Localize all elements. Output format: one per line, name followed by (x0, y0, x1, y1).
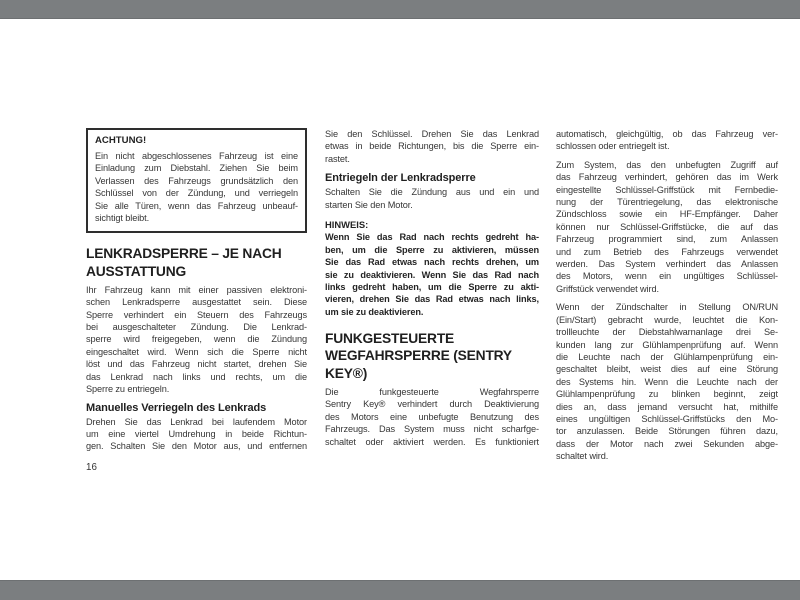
paragraph-lenkradsperre: Ihr Fahrzeug kann mit einer passiven elektroni- schen Lenkradsperre ausgestattet sein. Diese Sperre verhindert ein Steuern des Fahrzeugs bei ausgeschalteter Zündung. Die Lenkrad- sperre wird freigegeben, wenn die Zündung eingeschaltet wird. Wenn sich die Sperre nicht löst und das Fahrzeug nicht startet, drehen Sie das Lenkrad nach links und rechts, um die Sperre zu entriegeln. (86, 284, 307, 395)
top-margin-band (0, 0, 800, 19)
page-number: 16 (86, 461, 97, 473)
bottom-margin-band (0, 580, 800, 600)
paragraph-wegfahrsperre: Die funkgesteuerte Wegfahrsperre Sentry Key® verhindert durch Deaktivierung des Motors eine unbefugte Benutzung des Fahrzeugs. Das System muss nicht scharfge- schaltet oder aktiviert werden. Es funktioniert (325, 386, 539, 447)
warning-box (86, 128, 307, 233)
note-body: Wenn Sie das Rad nach rechts gedreht ha- ben, um die Sperre zu aktivieren, müssen Sie das Rad etwas nach rechts drehen, um sie zu deaktivieren. Wenn Sie das Rad nach links gedreht haben, um die Sperre zu akti- vieren, drehen Sie das Rad etwas nach links, um sie zu deaktivieren. (325, 232, 539, 317)
warning-body: Ein nicht abgeschlossenes Fahrzeug ist eine Einladung zum Diebstahl. Ziehen Sie beim Verlassen des Fahrzeugs grundsätzlich den Schlüssel von der Zündung, und verriegeln Sie alle Türen, wenn das Fahrzeug unbeauf- sichtigt bleibt. (95, 151, 298, 224)
paragraph-manuelles-verriegeln: Drehen Sie das Lenkrad bei laufendem Motor um eine viertel Umdrehung in beide Richtun- gen. Schalten Sie den Motor aus, und entfernen (86, 416, 307, 452)
paragraph-system: Zum System, das den unbefugten Zugriff auf das Fahrzeug verhindert, gehören das im Werk eingestellte Schlüssel-Griffstück mit Fernbedie- nung der Türentriegelung, das elektronische Zündschloss sowie ein HF-Empfänger. Daher können nur Schlüssel-Griffstücke, die auf das Fahrzeug programmiert sind, zum Anlassen und zum Betrieb des Fahrzeugs verwendet werden. Das System verhindert das Anlassen des Motors, wenn ein ungültiges Schlüssel- Griffstück verwendet wird. (556, 159, 778, 294)
note-label: HINWEIS: (325, 219, 369, 231)
paragraph-entriegeln: Schalten Sie die Zündung aus und ein und starten Sie den Motor. (325, 187, 539, 210)
section-heading-lenkradsperre: LENKRADSPERRE – JE NACH AUSSTATTUNG (86, 246, 282, 279)
section-heading-wegfahrsperre: FUNKGESTEUERTE WEGFAHRSPERRE (SENTRY KEY®) (325, 331, 512, 381)
paragraph-continuation-2: automatisch, gleichgültig, ob das Fahrzeug ver- schlossen oder entriegelt ist. (556, 129, 778, 152)
column-3 (556, 128, 778, 463)
paragraph-continuation: Sie den Schlüssel. Drehen Sie das Lenkrad etwas in beide Richtungen, bis die Sperre ein- rastet. (325, 129, 539, 164)
warning-title: ACHTUNG! (95, 135, 147, 146)
paragraph-zuendschalter: Wenn der Zündschalter in Stellung ON/RUN (Ein/Start) gebracht wurde, leuchtet die Kon- trollleuchte der Diebstahlwarnanlage drei Se- kunden lang zur Glühlampenprüfung auf. Wenn die Leuchte nach der Glühlampenprüfung ein- geschaltet bleibt, weist dies auf eine Störung des Systems hin. Wenn die Leuchte nach der Glühlampenprüfung zu blinken beginnt, zeigt dies an, dass jemand versucht hat, mithilfe eines ungültigen Schlüssel-Griffstücks den Mo- tor anzulassen. Beide Störungen führen dazu, dass der Motor nach zwei Sekunden abge- schaltet wird. (556, 302, 778, 462)
column-1 (86, 128, 307, 473)
column-2 (325, 128, 539, 448)
subheading-manuelles-verriegeln: Manuelles Verriegeln des Lenkrads (86, 401, 267, 414)
subheading-entriegeln: Entriegeln der Lenkradsperre (325, 172, 476, 185)
